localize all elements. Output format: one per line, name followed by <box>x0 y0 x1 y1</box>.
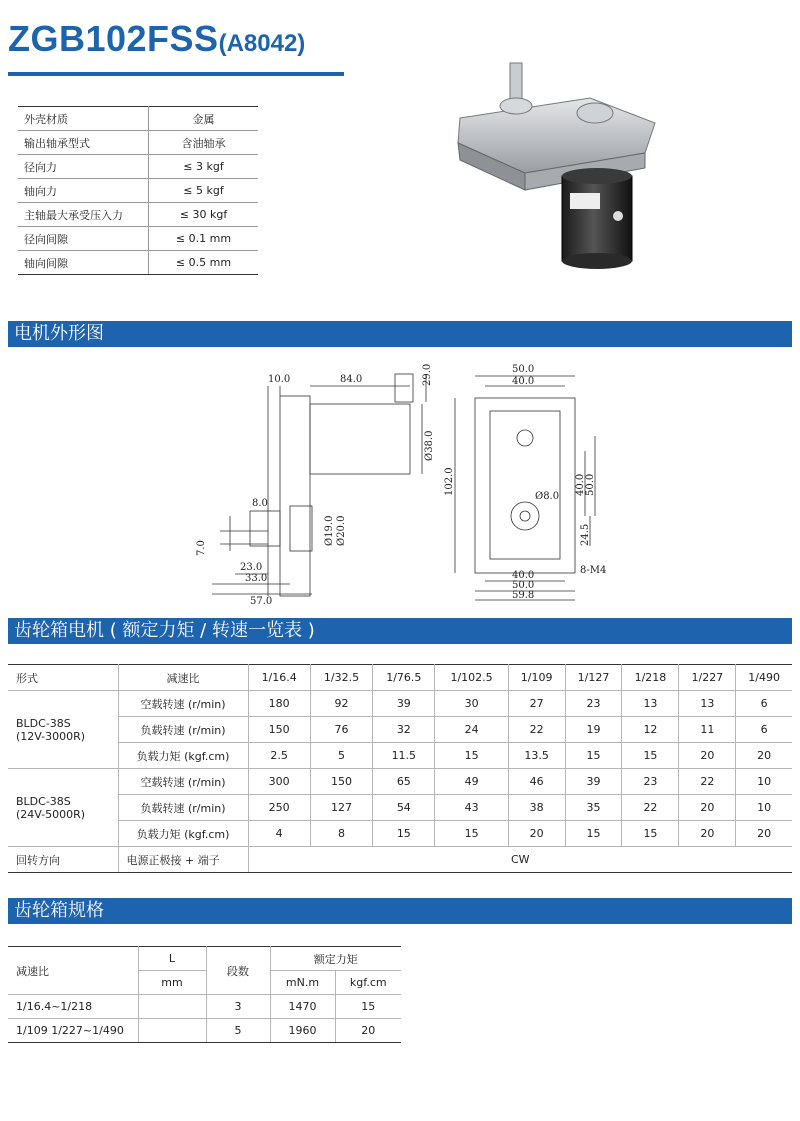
table-cell: 1/109 1/227~1/490 <box>8 1019 138 1043</box>
dim-label: 102.0 <box>444 467 455 496</box>
table-cell: 76 <box>310 717 372 743</box>
table-row <box>8 795 792 821</box>
model-code: (A8042) <box>218 30 306 57</box>
table-cell: 39 <box>565 769 622 795</box>
dim-label: 59.8 <box>512 590 535 601</box>
dim-label: 33.0 <box>245 573 268 584</box>
table-cell: 54 <box>373 795 435 821</box>
spec-value: ≤ 0.5 mm <box>149 251 259 275</box>
table-cell: 4 <box>248 821 310 847</box>
spec-value: 含油轴承 <box>149 131 259 155</box>
table-cell: 150 <box>248 717 310 743</box>
table-cell: 92 <box>310 691 372 717</box>
table-cell: 5 <box>206 1019 270 1043</box>
model-name: ZGB102FSS <box>8 18 219 59</box>
dim-label: 50.0 <box>512 580 535 591</box>
spec-value: ≤ 0.1 mm <box>149 227 259 251</box>
ratio-header: 1/109 <box>508 665 565 691</box>
dim-label: 8-M4 <box>580 565 607 576</box>
row-label: 负载力矩 (kgf.cm) <box>118 821 248 847</box>
section-header-outline: 电机外形图 <box>8 321 792 347</box>
table-cell: 10 <box>736 795 792 821</box>
ratio-header: 1/227 <box>679 665 736 691</box>
spec-label: 径向力 <box>18 155 149 179</box>
rotation-label: 回转方向 <box>8 847 118 873</box>
table-cell: 27 <box>508 691 565 717</box>
spec-row <box>18 155 258 179</box>
ratio-header: 1/16.4 <box>248 665 310 691</box>
table-cell: 6 <box>736 717 792 743</box>
row-label: 负载力矩 (kgf.cm) <box>118 743 248 769</box>
table-cell: 5 <box>310 743 372 769</box>
table-cell: 20 <box>335 1019 401 1043</box>
column-header: 额定力矩 <box>270 947 401 971</box>
table-cell: 1960 <box>270 1019 335 1043</box>
table-cell: 20 <box>679 795 736 821</box>
table-cell: 1470 <box>270 995 335 1019</box>
column-header: 形式 <box>8 665 118 691</box>
table-cell: 32 <box>373 717 435 743</box>
table-row <box>8 995 401 1019</box>
table-cell: 250 <box>248 795 310 821</box>
page-title <box>8 18 305 60</box>
dim-label: 40.0 <box>512 570 535 581</box>
table-row <box>8 1019 401 1043</box>
table-row <box>8 821 792 847</box>
table-cell: 13 <box>679 691 736 717</box>
spec-label: 轴向间隙 <box>18 251 149 275</box>
table-cell: 23 <box>622 769 679 795</box>
spec-row <box>18 203 258 227</box>
table-cell: 39 <box>373 691 435 717</box>
spec-label: 外壳材质 <box>18 107 149 131</box>
table-cell: 15 <box>435 821 508 847</box>
table-cell: 2.5 <box>248 743 310 769</box>
spec-table <box>18 106 258 275</box>
table-cell: 15 <box>373 821 435 847</box>
dim-label: 24.5 <box>580 523 591 546</box>
table-cell: 13.5 <box>508 743 565 769</box>
ratio-header: 1/218 <box>622 665 679 691</box>
table-cell: 22 <box>679 769 736 795</box>
product-photo <box>440 58 665 278</box>
table-cell: 11.5 <box>373 743 435 769</box>
table-cell: 15 <box>622 821 679 847</box>
row-label: 空载转速 (r/min) <box>118 769 248 795</box>
table-cell: 43 <box>435 795 508 821</box>
table-cell: 20 <box>679 743 736 769</box>
spec-row <box>18 227 258 251</box>
table-header-row <box>8 665 792 691</box>
table-row <box>8 743 792 769</box>
ratio-header: 1/76.5 <box>373 665 435 691</box>
table-cell: 35 <box>565 795 622 821</box>
table-cell: 15 <box>435 743 508 769</box>
table-cell: 15 <box>565 821 622 847</box>
table-cell: 180 <box>248 691 310 717</box>
table-cell: 24 <box>435 717 508 743</box>
column-header: 减速比 <box>118 665 248 691</box>
table-cell: 15 <box>622 743 679 769</box>
spec-label: 主轴最大承受压入力 <box>18 203 149 227</box>
outline-drawing <box>190 356 620 606</box>
motor-model-cell <box>8 691 118 769</box>
section-header-performance: 齿轮箱电机 ( 额定力矩 / 转速一览表 ) <box>8 618 792 644</box>
column-header: kgf.cm <box>335 971 401 995</box>
table-cell: 49 <box>435 769 508 795</box>
table-cell: 20 <box>508 821 565 847</box>
table-cell: 150 <box>310 769 372 795</box>
table-cell: 300 <box>248 769 310 795</box>
table-cell: 3 <box>206 995 270 1019</box>
dim-label: 29.0 <box>422 363 433 386</box>
dim-label: 50.0 <box>512 364 535 375</box>
spec-value: ≤ 5 kgf <box>149 179 259 203</box>
ratio-header: 1/127 <box>565 665 622 691</box>
table-cell: 38 <box>508 795 565 821</box>
spec-value: ≤ 30 kgf <box>149 203 259 227</box>
table-cell: 8 <box>310 821 372 847</box>
dim-label: 40.0 <box>575 473 586 496</box>
dim-label: Ø8.0 <box>535 491 560 502</box>
table-cell: 12 <box>622 717 679 743</box>
table-row <box>8 847 792 873</box>
table-cell: 13 <box>622 691 679 717</box>
table-cell <box>138 1019 206 1043</box>
table-cell: 6 <box>736 691 792 717</box>
table-cell: 65 <box>373 769 435 795</box>
motor-model-cell <box>8 769 118 847</box>
dim-label: 57.0 <box>250 596 273 606</box>
column-header: mm <box>138 971 206 995</box>
dim-label: 40.0 <box>512 376 535 387</box>
table-header-row <box>8 947 401 971</box>
section-header-gearbox: 齿轮箱规格 <box>8 898 792 924</box>
table-row <box>8 769 792 795</box>
table-cell: 23 <box>565 691 622 717</box>
table-cell: 1/16.4~1/218 <box>8 995 138 1019</box>
table-cell: 127 <box>310 795 372 821</box>
dim-label: 10.0 <box>268 374 291 385</box>
spec-label: 输出轴承型式 <box>18 131 149 155</box>
table-cell: 22 <box>622 795 679 821</box>
table-cell: 11 <box>679 717 736 743</box>
dim-label: 50.0 <box>585 473 596 496</box>
motor-spec: (12V-3000R) <box>16 729 86 743</box>
table-cell: 19 <box>565 717 622 743</box>
column-header: 段数 <box>206 947 270 995</box>
rotation-condition: 电源正极接 + 端子 <box>118 847 248 873</box>
column-header: L <box>138 947 206 971</box>
spec-row <box>18 251 258 275</box>
row-label: 空载转速 (r/min) <box>118 691 248 717</box>
table-cell: 15 <box>335 995 401 1019</box>
spec-row <box>18 131 258 155</box>
dim-label: 23.0 <box>240 562 263 573</box>
motor-model: BLDC-38S <box>16 794 71 808</box>
table-cell: 20 <box>736 821 792 847</box>
spec-row <box>18 107 258 131</box>
table-row <box>8 691 792 717</box>
spec-value: ≤ 3 kgf <box>149 155 259 179</box>
dim-label: 7.0 <box>196 540 207 556</box>
motor-spec: (24V-5000R) <box>16 807 86 821</box>
dim-label: Ø20.0 <box>336 515 347 546</box>
ratio-header: 1/32.5 <box>310 665 372 691</box>
table-cell: 30 <box>435 691 508 717</box>
table-cell: 10 <box>736 769 792 795</box>
dim-label: 84.0 <box>340 374 363 385</box>
motor-model: BLDC-38S <box>16 716 71 730</box>
table-cell: 20 <box>679 821 736 847</box>
gearbox-table <box>8 946 401 1043</box>
table-cell: 22 <box>508 717 565 743</box>
performance-table <box>8 664 792 873</box>
dim-label: 8.0 <box>252 498 268 509</box>
spec-label: 径向间隙 <box>18 227 149 251</box>
table-cell: 15 <box>565 743 622 769</box>
spec-row <box>18 179 258 203</box>
rotation-value: CW <box>248 847 792 873</box>
row-label: 负载转速 (r/min) <box>118 717 248 743</box>
ratio-header: 1/102.5 <box>435 665 508 691</box>
ratio-header: 1/490 <box>736 665 792 691</box>
spec-value: 金属 <box>149 107 259 131</box>
table-cell <box>138 995 206 1019</box>
table-row <box>8 717 792 743</box>
spec-label: 轴向力 <box>18 179 149 203</box>
table-cell: 20 <box>736 743 792 769</box>
column-header: mN.m <box>270 971 335 995</box>
column-header: 减速比 <box>8 947 138 995</box>
dim-label: Ø38.0 <box>424 430 435 461</box>
table-cell: 46 <box>508 769 565 795</box>
dim-label: Ø19.0 <box>324 515 335 546</box>
title-underline <box>8 72 344 76</box>
row-label: 负载转速 (r/min) <box>118 795 248 821</box>
